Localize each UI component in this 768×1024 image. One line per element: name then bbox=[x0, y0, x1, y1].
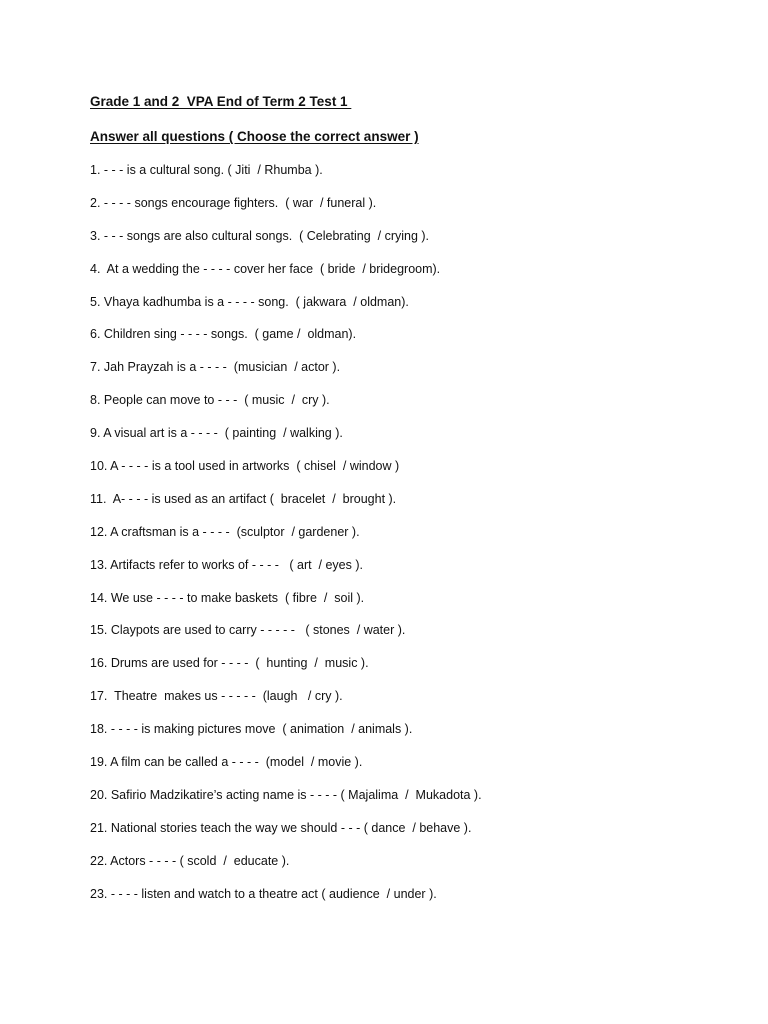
question-3: 3. - - - songs are also cultural songs. ( Celebrating / crying ). bbox=[90, 228, 430, 243]
question-list bbox=[90, 160, 730, 904]
question-13: 13. Artifacts refer to works of - - - - ( art / eyes ). bbox=[90, 557, 363, 572]
question-12: 12. A craftsman is a - - - - (sculptor / gardener ). bbox=[90, 524, 360, 539]
question-4: 4. At a wedding the - - - - cover her face ( bride / bridegroom). bbox=[90, 261, 441, 276]
question-11: 11. A- - - - is used as an artifact ( bracelet / brought ). bbox=[90, 491, 397, 506]
question-15: 15. Claypots are used to carry - - - - - ( stones / water ). bbox=[90, 623, 406, 638]
question-17: 17. Theatre makes us - - - - - (laugh / cry ). bbox=[90, 689, 343, 704]
question-1: 1. - - - is a cultural song. ( Jiti / Rhumba ). bbox=[90, 163, 323, 177]
document-content bbox=[90, 92, 730, 916]
question-20: 20. Safirio Madzikatire’s acting name is - - - - ( Majalima / Mukadota ). bbox=[90, 787, 482, 802]
question-2: 2. - - - - songs encourage fighters. ( war / funeral ). bbox=[90, 195, 377, 210]
question-23: 23. - - - - listen and watch to a theatre act ( audience / under ). bbox=[90, 886, 437, 901]
question-7: 7. Jah Prayzah is a - - - - (musician / actor ). bbox=[90, 360, 341, 375]
question-22: 22. Actors - - - - ( scold / educate ). bbox=[90, 853, 290, 868]
question-9: 9. A visual art is a - - - - ( painting / walking ). bbox=[90, 426, 343, 441]
instructions-heading: Answer all questions ( Choose the correct answer ) bbox=[90, 129, 419, 144]
question-16: 16. Drums are used for - - - - ( hunting / music ). bbox=[90, 656, 369, 671]
document-title: Grade 1 and 2 VPA End of Term 2 Test 1 bbox=[90, 94, 352, 109]
question-5: 5. Vhaya kadhumba is a - - - - song. ( jakwara / oldman). bbox=[90, 294, 409, 309]
question-6: 6. Children sing - - - - songs. ( game / oldman). bbox=[90, 327, 357, 342]
question-19: 19. A film can be called a - - - - (model / movie ). bbox=[90, 755, 363, 770]
question-8: 8. People can move to - - - ( music / cry ). bbox=[90, 393, 330, 408]
question-21: 21. National stories teach the way we should - - - ( dance / behave ). bbox=[90, 820, 472, 835]
question-10: 10. A - - - - is a tool used in artworks ( chisel / window ) bbox=[90, 459, 400, 474]
question-18: 18. - - - - is making pictures move ( animation / animals ). bbox=[90, 722, 413, 737]
question-14: 14. We use - - - - to make baskets ( fibre / soil ). bbox=[90, 590, 365, 605]
